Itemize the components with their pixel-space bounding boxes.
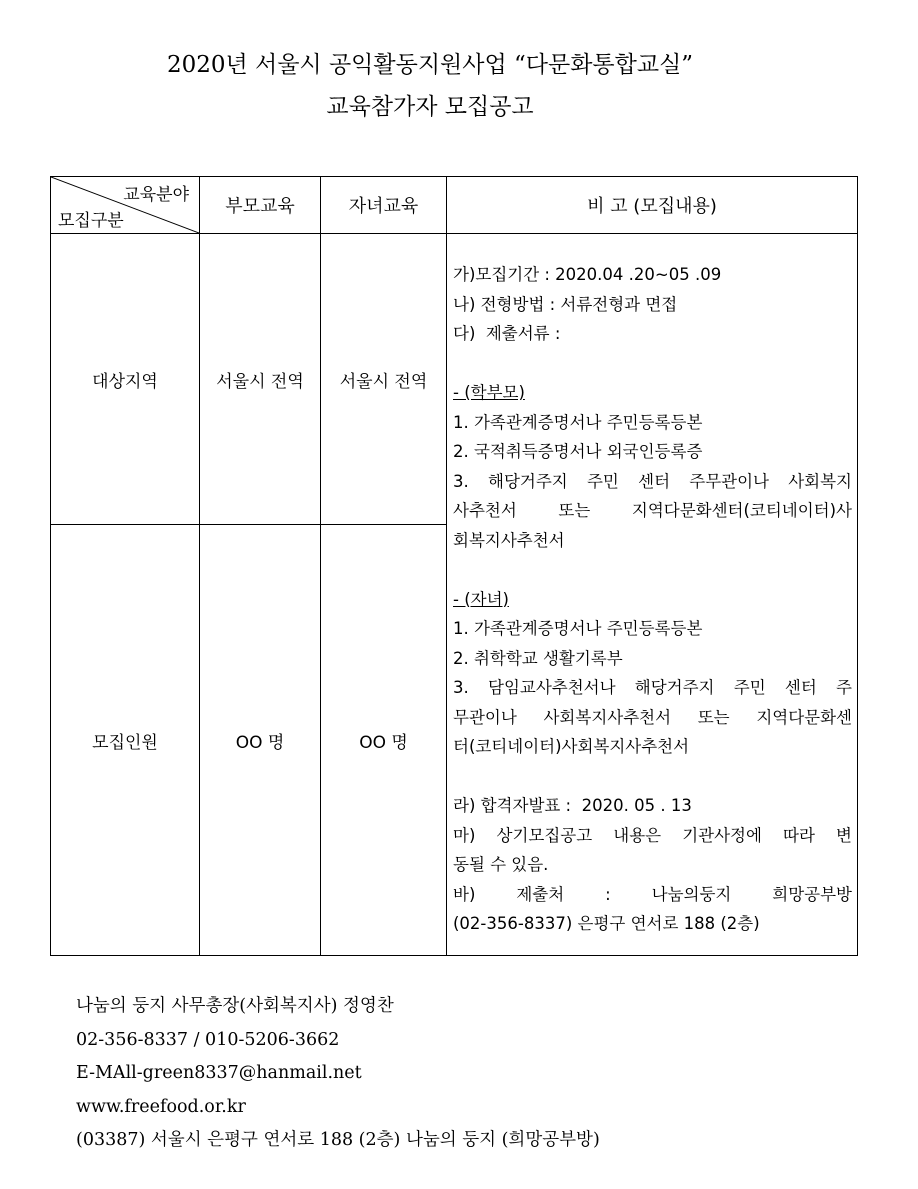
table-row [51, 234, 858, 525]
col-header-note: 비 고 (모집내용) [447, 177, 858, 234]
parent-count-cell: OO 명 [200, 525, 321, 956]
col-header-child: 자녀교육 [321, 177, 447, 234]
contact-phone: 02-356-8337 / 010-5206-3662 [76, 1029, 340, 1050]
contact-email: E-MAll-green8337@hanmail.net [76, 1063, 362, 1083]
note-line: 1. 가족관계증명서나 주민등록등본 [453, 619, 703, 638]
note-line: 나) 전형방법 : 서류전형과 면접 [453, 294, 678, 314]
child-region-cell: 서울시 전역 [321, 234, 447, 525]
note-line: 마) 상기모집공고 내용은 기관사정에 따라 변 [453, 825, 852, 845]
note-line: - (자녀) [453, 589, 509, 609]
recruitment-table [50, 176, 858, 956]
notes-cell [447, 234, 858, 956]
note-line: 라) 합격자발표 : 2020. 05 . 13 [453, 796, 692, 815]
note-line: 3. 담임교사추천서나 해당거주지 주민 센터 주 [453, 678, 852, 697]
note-line: 2. 취학학교 생활기록부 [453, 648, 623, 668]
contact-name: 나눔의 둥지 사무총장(사회복지사) 정영찬 [76, 996, 394, 1016]
note-line: 1. 가족관계증명서나 주민등록등본 [453, 412, 703, 432]
col-header-parent: 부모교육 [200, 177, 321, 234]
row-label-count: 모집인원 [51, 525, 200, 956]
note-line: 3. 해당거주지 주민 센터 주무관이나 사회복지 [453, 471, 852, 491]
note-line: 2. 국적취득증명서나 외국인등록증 [453, 442, 703, 461]
note-line: - (학부모) [453, 383, 525, 402]
diagonal-header-cell [51, 177, 200, 234]
header-field-label: 교육분야 [123, 185, 189, 205]
note-line: 회복지사추천서 [453, 530, 565, 550]
row-label-region: 대상지역 [51, 234, 200, 525]
note-line: 사추천서 또는 지역다문화센터(코티네이터)사 [453, 501, 852, 520]
note-line: 바) 제출처 : 나눔의둥지 희망공부방 [453, 884, 852, 904]
header-category-label: 모집구분 [58, 211, 124, 231]
table-header-row [51, 177, 858, 234]
note-line: (02-356-8337) 은평구 연서로 188 (2층) [453, 914, 760, 933]
child-count-cell: OO 명 [321, 525, 447, 956]
note-line: 다) 제출서류 : [453, 324, 561, 343]
note-line: 동될 수 있음. [453, 855, 549, 874]
contact-address: (03387) 서울시 은평구 연서로 188 (2층) 나눔의 둥지 (희망공부방) [76, 1130, 600, 1150]
note-line: 가)모집기간 : 2020.04 .20~05 .09 [453, 265, 722, 284]
parent-region-cell: 서울시 전역 [200, 234, 321, 525]
document-title: 2020년 서울시 공익활동지원사업 “다문화통합교실” [166, 52, 694, 78]
contact-footer [76, 990, 600, 1158]
note-line: 터(코티네이터)사회복지사추천서 [453, 737, 690, 756]
contact-website: www.freefood.or.kr [76, 1096, 246, 1117]
note-line: 무관이나 사회복지사추천서 또는 지역다문화센 [453, 707, 852, 727]
document-subtitle: 교육참가자 모집공고 [326, 94, 534, 120]
